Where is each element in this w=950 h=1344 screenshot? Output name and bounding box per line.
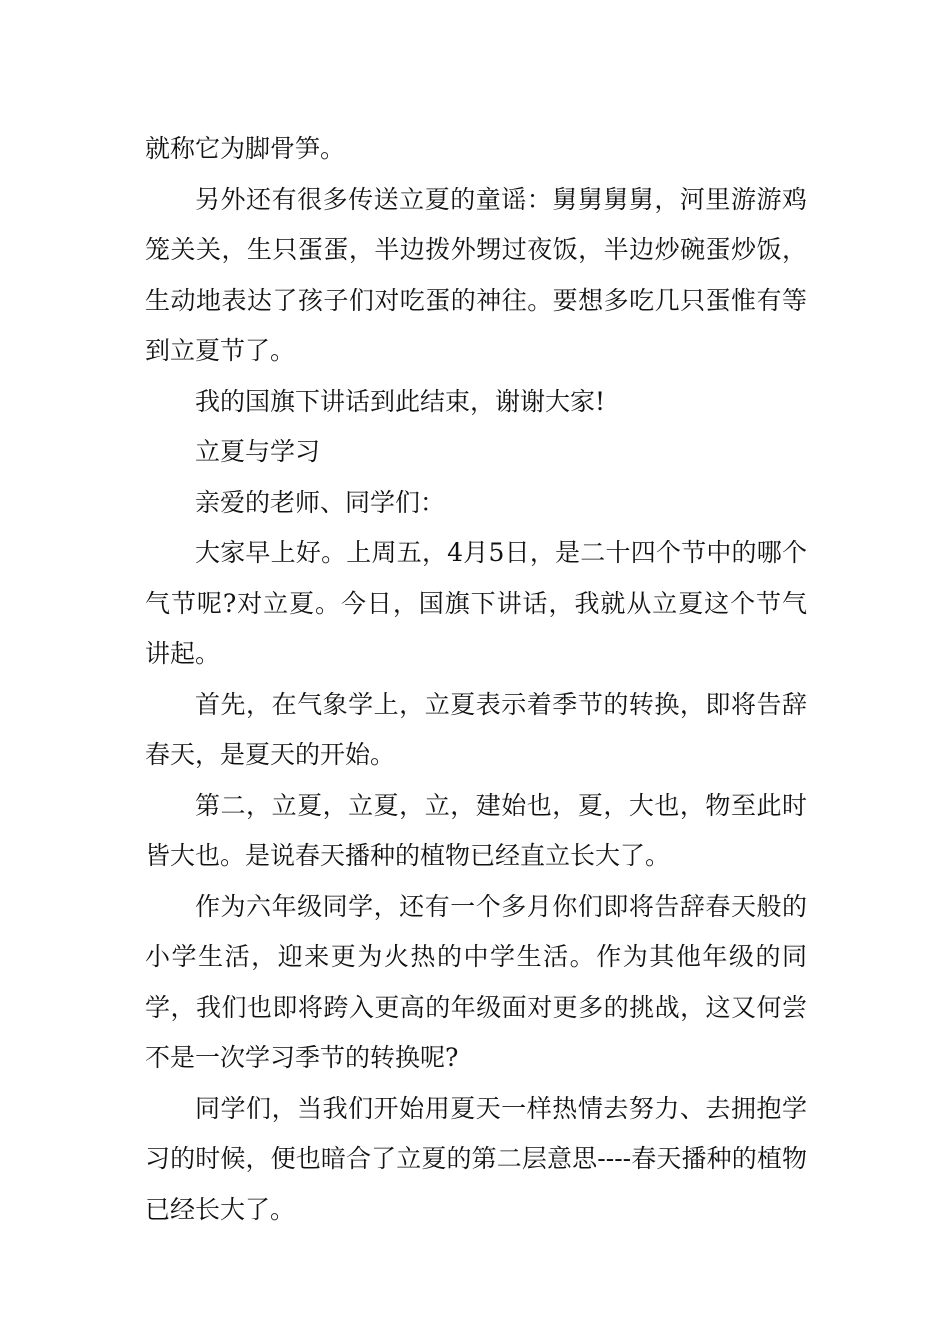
section-title: 立夏与学习 <box>195 437 321 466</box>
paragraph-students: 同学们，当我们开始用夏天一样热情去努力、去拥抱学习的时候，便也暗合了立夏的第二层意思----春天播种的植物已经长大了。 <box>145 1093 807 1224</box>
paragraph-second-point: 第二，立夏，立夏，立，建始也，夏，大也，物至此时皆大也。是说春天播种的植物已经直立长大了。 <box>145 790 807 870</box>
paragraph-salutation: 亲爱的老师、同学们： <box>195 487 446 517</box>
paragraph-continued: 就称它为脚骨笋。 <box>145 134 346 163</box>
document-page <box>145 124 807 1235</box>
paragraph-first-point: 首先，在气象学上，立夏表示着季节的转换，即将告辞春天，是夏天的开始。 <box>145 689 807 769</box>
paragraph-sixth-grade: 作为六年级同学，还有一个多月你们即将告辞春天般的小学生活，迎来更为火热的中学生活。作为其他年级的同学，我们也即将跨入更高的年级面对更多的挑战，这又何尝不是一次学习季节的转换呢? <box>145 891 807 1072</box>
paragraph-closing: 我的国旗下讲话到此结束，谢谢大家! <box>195 386 606 416</box>
paragraph-greeting: 大家早上好。上周五，4月5日，是二十四个节中的哪个气节呢?对立夏。今日，国旗下讲话，我就从立夏这个节气讲起。 <box>145 538 807 668</box>
paragraph-nursery-rhyme: 另外还有很多传送立夏的童谣：舅舅舅舅，河里游游鸡笼关关，生只蛋蛋，半边拨外甥过夜饭，半边炒碗蛋炒饭，生动地表达了孩子们对吃蛋的神往。要想多吃几只蛋惟有等到立夏节了。 <box>145 184 807 365</box>
